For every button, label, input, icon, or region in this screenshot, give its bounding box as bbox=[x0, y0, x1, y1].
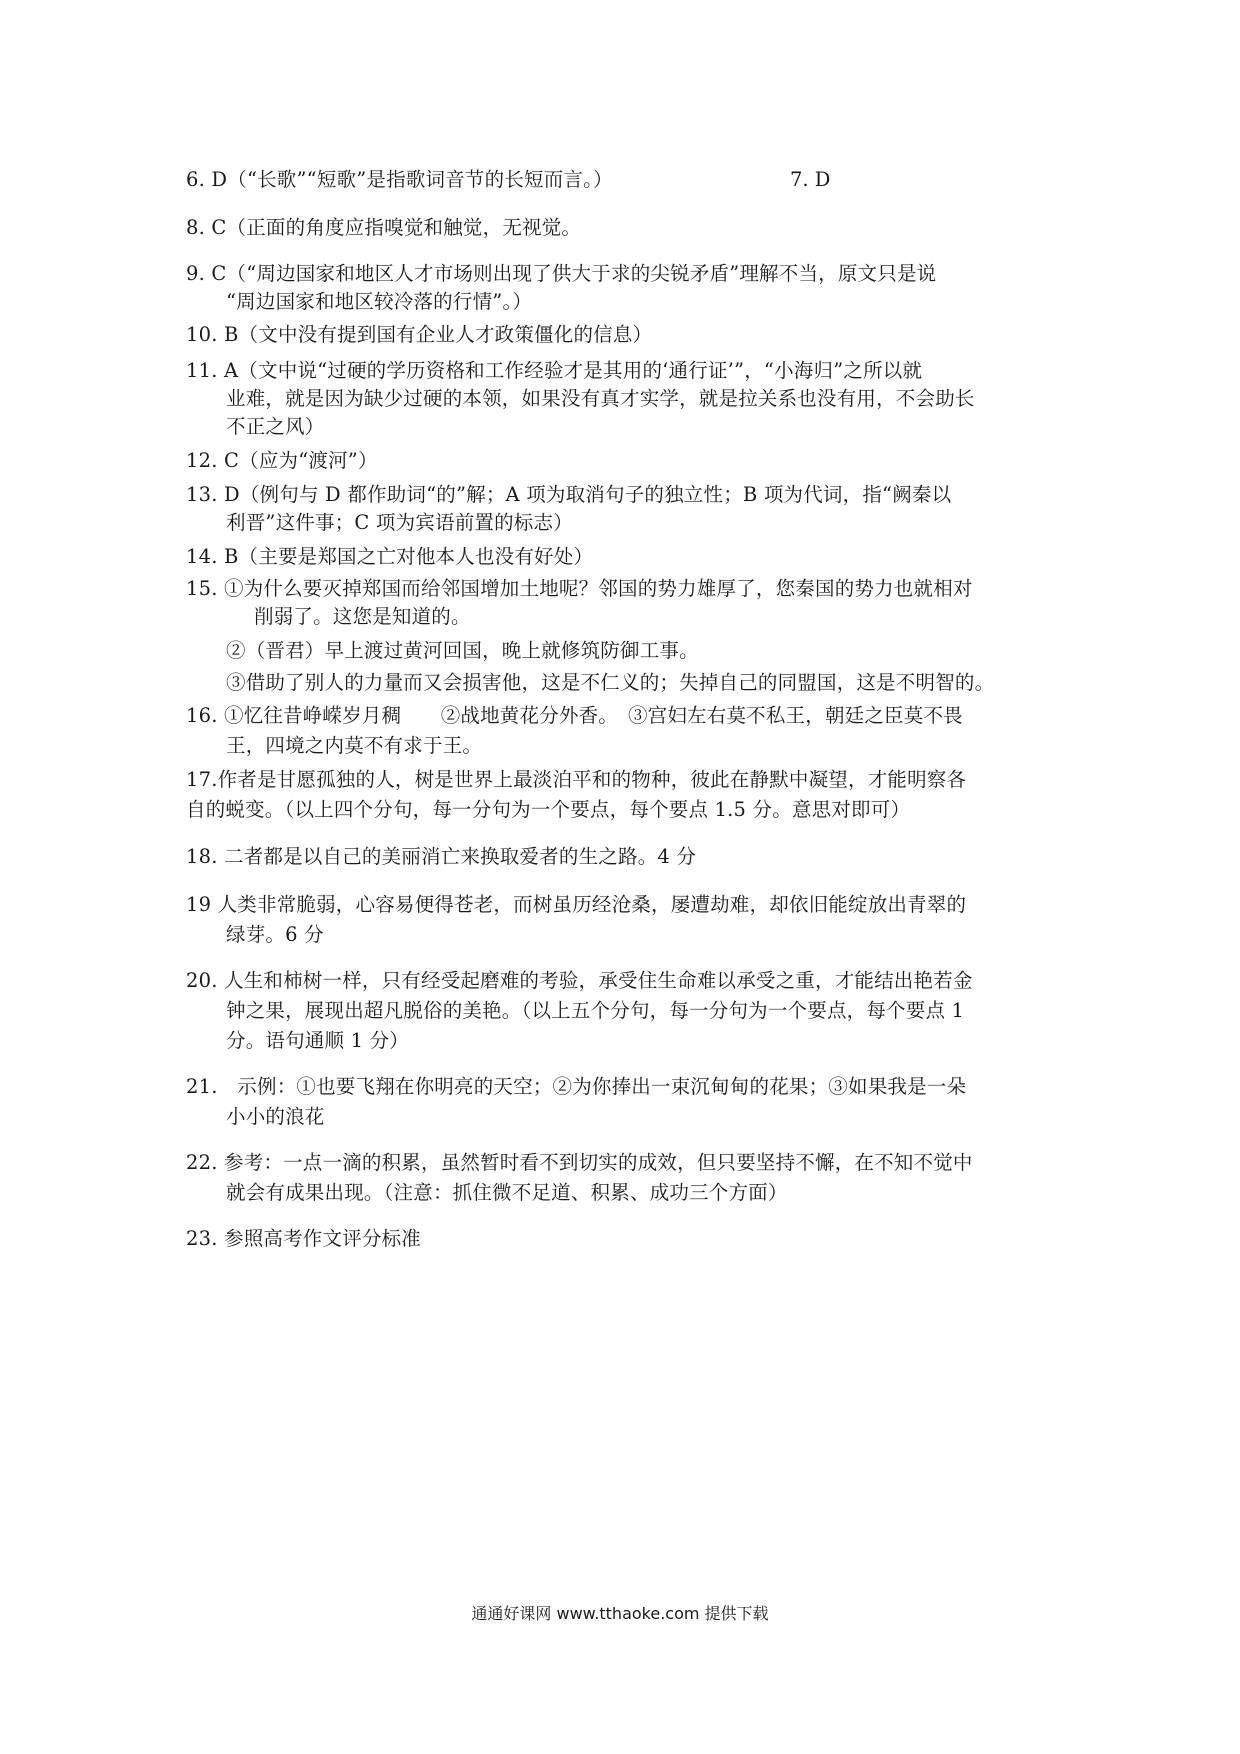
answer-15-line-3: ②（晋君）早上渡过黄河回国，晚上就修筑防御工事。 bbox=[226, 639, 699, 662]
answer-19-line-2: 绿芽。6 分 bbox=[226, 923, 324, 946]
answer-9-line-2: “周边国家和地区较冷落的行情”。） bbox=[226, 290, 533, 313]
answer-22-line-2: 就会有成果出现。（注意：抓住微不足道、积累、成功三个方面） bbox=[226, 1181, 788, 1204]
answer-11-line-1: 11. A（文中说“过硬的学历资格和工作经验才是其用的‘通行证’”，“小海归”之所以就 bbox=[186, 359, 923, 382]
answer-18: 18. 二者都是以自己的美丽消亡来换取爱者的生之路。4 分 bbox=[186, 845, 697, 868]
answer-7: 7. D bbox=[790, 168, 831, 191]
answer-20-line-3: 分。语句通顺 1 分） bbox=[226, 1029, 410, 1052]
answer-16-line-1: 16. ①忆往昔峥嵘岁月稠 ②战地黄花分外香。 ③宫妇左右莫不私王，朝廷之臣莫不畏 bbox=[186, 704, 963, 727]
answer-15-line-1: 15. ①为什么要灭掉郑国而给邻国增加土地呢？邻国的势力雄厚了，您秦国的势力也就相对 bbox=[186, 577, 973, 600]
answer-8: 8. C（正面的角度应指嗅觉和触觉，无视觉。 bbox=[186, 216, 582, 239]
answer-14: 14. B（主要是郑国之亡对他本人也没有好处） bbox=[186, 545, 594, 568]
answer-13-line-1: 13. D（例句与 D 都作助词“的”解；A 项为取消句子的独立性；B 项为代词，指“阙秦以 bbox=[186, 483, 952, 506]
answer-11-line-3: 不正之风） bbox=[226, 415, 325, 438]
download-footer: 通通好课网 www.tthaoke.com 提供下载 bbox=[471, 1604, 769, 1623]
answer-11-line-2: 业难，就是因为缺少过硬的本领，如果没有真才实学，就是拉关系也没有用，不会助长 bbox=[226, 387, 975, 410]
answer-20-line-1: 20. 人生和柿树一样，只有经受起磨难的考验，承受住生命难以承受之重，才能结出艳若金 bbox=[186, 969, 973, 992]
answer-21-line-2: 小小的浪花 bbox=[226, 1105, 325, 1128]
answer-23: 23. 参照高考作文评分标准 bbox=[186, 1227, 422, 1250]
answer-6: 6. D（“长歌”“短歌”是指歌词音节的长短而言。） bbox=[186, 168, 613, 191]
answer-12: 12. C（应为“渡河”） bbox=[186, 449, 378, 472]
answer-16-line-2: 王，四境之内莫不有求于王。 bbox=[226, 734, 483, 757]
answer-17-line-2: 自的蜕变。（以上四个分句，每一分句为一个要点，每个要点 1.5 分。意思对即可） bbox=[186, 798, 911, 821]
answer-15-line-2: 削弱了。这您是知道的。 bbox=[254, 605, 471, 628]
answer-9-line-1: 9. C（“周边国家和地区人才市场则出现了供大于求的尖锐矛盾”理解不当，原文只是说 bbox=[186, 262, 937, 285]
answer-15-line-4: ③借助了别人的力量而又会损害他，这是不仁义的；失掉自己的同盟国，这是不明智的。 bbox=[226, 671, 995, 694]
answer-20-line-2: 钟之果，展现出超凡脱俗的美艳。（以上五个分句，每一分句为一个要点，每个要点 1 bbox=[226, 999, 965, 1022]
answer-10: 10. B（文中没有提到国有企业人才政策僵化的信息） bbox=[186, 323, 653, 346]
answer-19-line-1: 19 人类非常脆弱，心容易便得苍老，而树虽历经沧桑，屡遭劫难，却依旧能绽放出青翠的 bbox=[186, 893, 967, 916]
answer-13-line-2: 利晋”这件事；C 项为宾语前置的标志） bbox=[226, 511, 573, 534]
answer-21-line-1: 21. 示例：①也要飞翔在你明亮的天空；②为你捧出一束沉甸甸的花果；③如果我是一朵 bbox=[186, 1075, 967, 1098]
answer-17-line-1: 17.作者是甘愿孤独的人，树是世界上最淡泊平和的物种，彼此在静默中凝望，才能明察各 bbox=[186, 768, 967, 791]
answer-22-line-1: 22. 参考：一点一滴的积累，虽然暂时看不到切实的成效，但只要坚持不懈，在不知不觉中 bbox=[186, 1151, 973, 1174]
